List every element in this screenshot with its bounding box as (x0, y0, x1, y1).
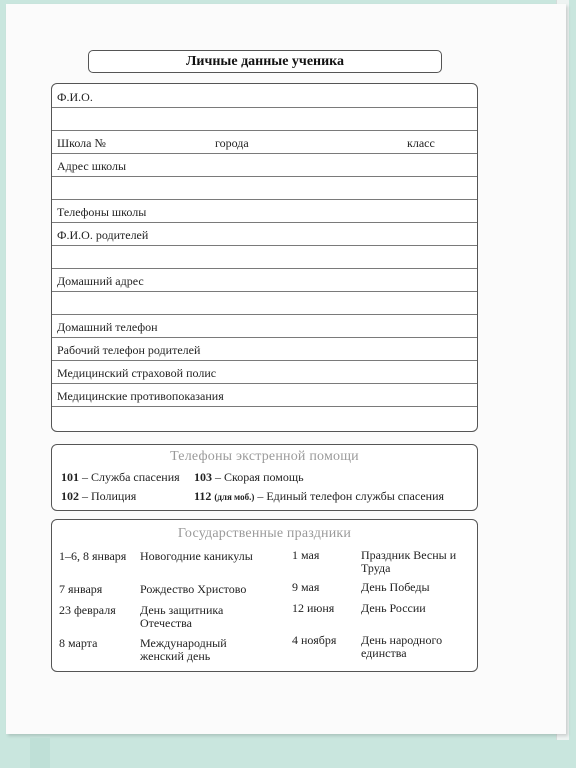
emergency-number: 102 (61, 489, 79, 503)
holiday-date: 12 июня (292, 601, 335, 615)
label-home-phone: Домашний телефон (57, 320, 158, 334)
holiday-name: Праздник Весны и Труда (361, 548, 457, 575)
row-blank-4 (52, 291, 477, 315)
label-fio: Ф.И.О. (57, 90, 93, 104)
emergency-number: 112 (194, 489, 212, 503)
row-parents-fio (52, 222, 477, 246)
label-school-address: Адрес школы (57, 159, 127, 173)
label-parents-fio: Ф.И.О. родителей (57, 228, 149, 242)
holiday-date: 23 февраля (59, 603, 116, 617)
label-school-no: Школа № (57, 136, 106, 150)
holiday-name: День защитника Отечества (140, 603, 224, 630)
holidays-heading: Государственные праздники (177, 526, 352, 541)
holiday-name: Рождество Христово (140, 582, 247, 596)
holiday-name: Новогодние каникулы (140, 549, 253, 563)
row-blank-1 (52, 107, 477, 131)
holiday-name: День народного единства (361, 633, 443, 660)
emergency-item (61, 489, 136, 504)
holiday-date: 1–6, 8 января (59, 549, 127, 563)
emergency-item (194, 489, 444, 504)
row-school (52, 130, 477, 154)
personal-data-form (51, 83, 478, 432)
label-insurance: Медицинский страховой полис (57, 366, 217, 380)
row-school-phones (52, 199, 477, 223)
cover-strip (30, 738, 50, 768)
emergency-text: – Служба спасения (79, 470, 180, 484)
holiday-name: День Победы (361, 580, 430, 594)
holiday-name: День России (361, 601, 426, 615)
row-home-address (52, 268, 477, 292)
row-blank-3 (52, 245, 477, 269)
holiday-date: 7 января (59, 582, 103, 596)
emergency-note: (для моб.) (214, 492, 255, 502)
label-home-address: Домашний адрес (57, 274, 144, 288)
emergency-item (61, 470, 180, 485)
page (6, 4, 566, 734)
row-contraindications (52, 383, 477, 407)
row-fio (52, 84, 477, 108)
holiday-date: 8 марта (59, 636, 98, 650)
holiday-date: 9 мая (292, 580, 320, 594)
label-contraindications: Медицинские противопоказания (57, 389, 224, 403)
emergency-number: 101 (61, 470, 79, 484)
holiday-date: 1 мая (292, 548, 320, 562)
holiday-name: Международный женский день (140, 636, 227, 663)
label-parents-work-phone: Рабочий телефон родителей (57, 343, 201, 357)
row-school-address (52, 153, 477, 177)
emergency-item (194, 470, 304, 485)
row-blank-2 (52, 176, 477, 200)
emergency-text: – Единый телефон службы спасения (254, 489, 445, 503)
holiday-date: 4 ноября (292, 633, 337, 647)
page-title: Личные данные ученика (88, 50, 442, 73)
row-insurance (52, 360, 477, 384)
row-parents-work-phone (52, 337, 477, 361)
emergency-phones-box (51, 444, 478, 511)
emergency-heading: Телефоны экстренной помощи (170, 449, 359, 464)
label-city: города (215, 136, 249, 150)
emergency-number: 103 (194, 470, 212, 484)
label-class: класс (407, 136, 435, 150)
emergency-text: – Скорая помощь (212, 470, 304, 484)
emergency-text: – Полиция (79, 489, 137, 503)
state-holidays-box (51, 519, 478, 672)
label-school-phones: Телефоны школы (57, 205, 147, 219)
row-home-phone (52, 314, 477, 338)
